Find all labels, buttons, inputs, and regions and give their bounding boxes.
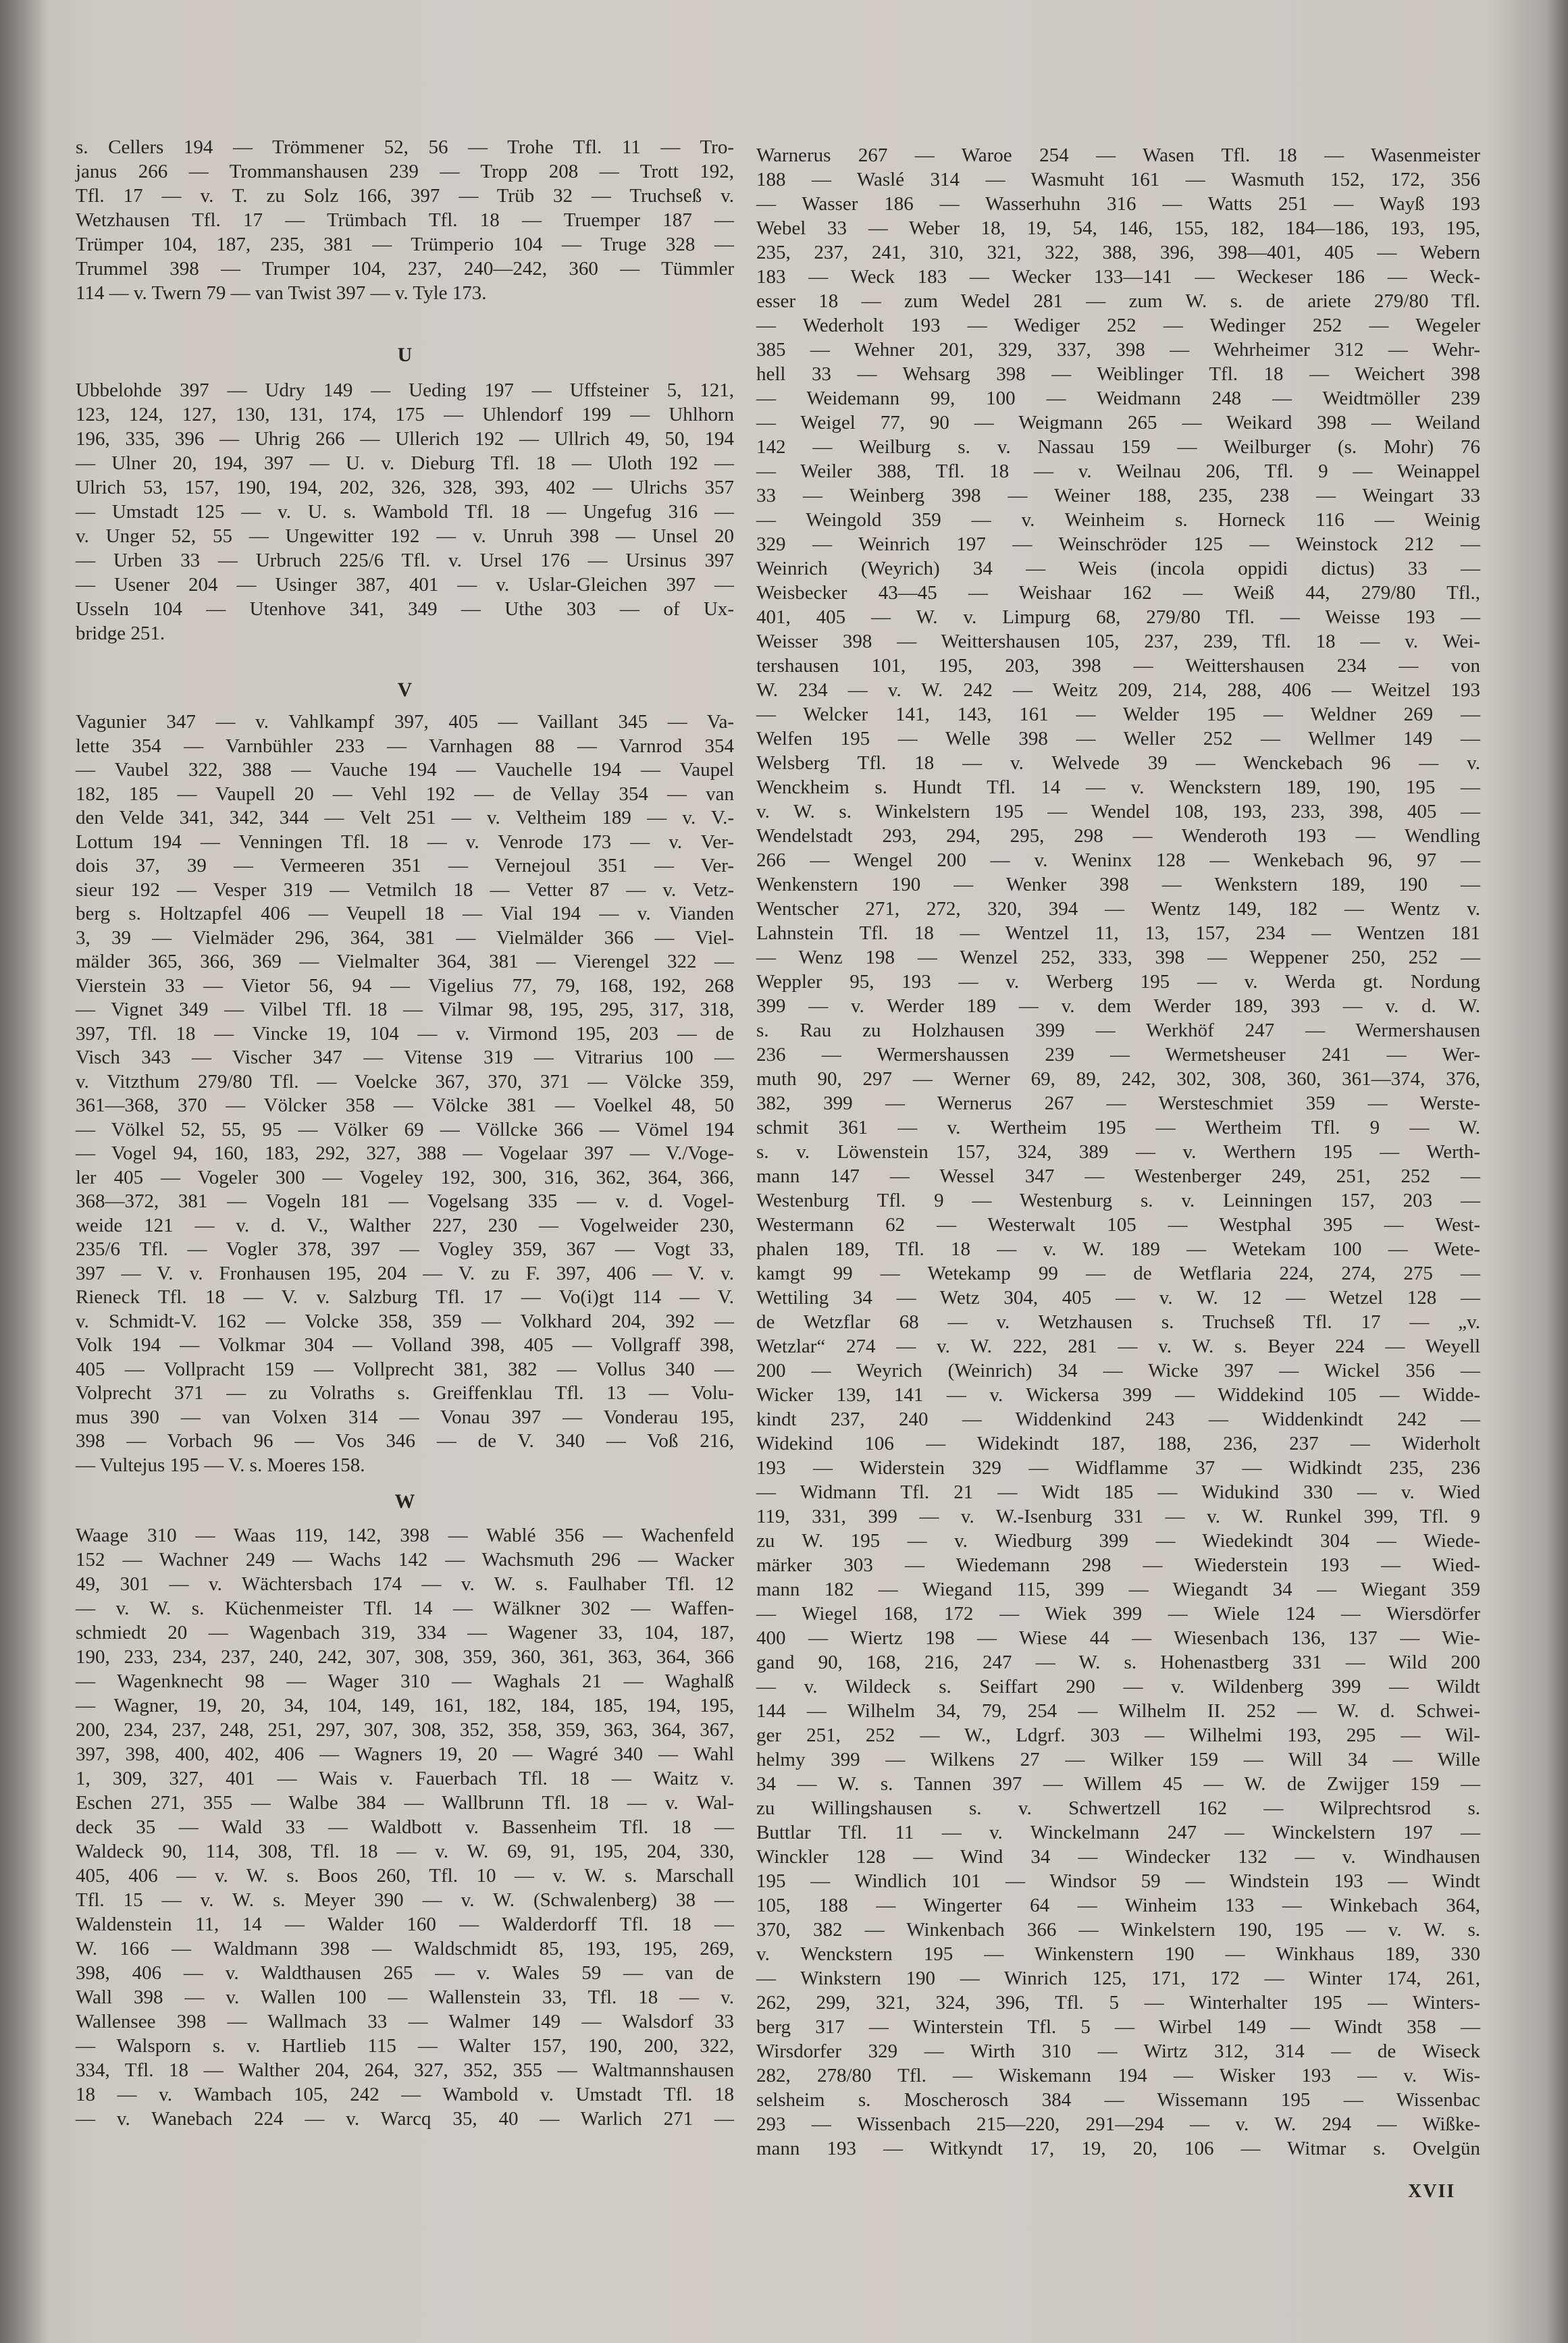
index-line: 182, 185 — Vaupell 20 — Vehl 192 — de Vellay 354 — van (76, 783, 734, 805)
index-line: Buttlar Tfl. 11 — v. Winckelmann 247 — Winckelstern 197 — (756, 1822, 1480, 1843)
index-line: 33 — Weinberg 398 — Weiner 188, 235, 238 — Weingart 33 (756, 485, 1480, 506)
index-line: 152 — Wachner 249 — Wachs 142 — Wachsmuth 296 — Wacker (76, 1549, 734, 1571)
index-line: tershausen 101, 195, 203, 398 — Weittershausen 234 — von (756, 655, 1480, 677)
index-line: 401, 405 — W. v. Limpurg 68, 279/80 Tfl. — Weisse 193 — (756, 606, 1480, 628)
index-line: 123, 124, 127, 130, 131, 174, 175 — Uhlendorf 199 — Uhlhorn (76, 404, 734, 425)
index-line: bridge 251. (76, 623, 165, 644)
index-line: s. v. Löwenstein 157, 324, 389 — v. Werthern 195 — Werth- (756, 1141, 1480, 1163)
index-line: — Urben 33 — Urbruch 225/6 Tfl. v. Ursel 176 — Ursinus 397 (76, 550, 734, 571)
index-line: 193 — Widerstein 329 — Widflamme 37 — Widkindt 235, 236 (756, 1457, 1480, 1479)
index-line: mus 390 — van Volxen 314 — Vonau 397 — Vonderau 195, (76, 1406, 734, 1428)
index-line: — Vultejus 195 — V. s. Moeres 158. (76, 1454, 365, 1476)
index-line: Trummel 398 — Trumper 104, 237, 240—242, 360 — Tümmler (76, 258, 734, 280)
index-line: 18 — v. Wambach 105, 242 — Wambold v. Umstadt Tfl. 18 (76, 2084, 734, 2105)
index-line: 370, 382 — Winkenbach 366 — Winkelstern 190, 195 — v. W. s. (756, 1919, 1480, 1941)
index-line: Weisser 398 — Weittershausen 105, 237, 239, Tfl. 18 — v. Wei- (756, 631, 1480, 652)
index-line: v. W. s. Winkelstern 195 — Wendel 108, 193, 233, 398, 405 — (756, 801, 1480, 822)
index-line: berg 317 — Winterstein Tfl. 5 — Wirbel 149 — Windt 358 — (756, 2016, 1480, 2038)
index-line: Ubbelohde 397 — Udry 149 — Ueding 197 — Uffsteiner 5, 121, (76, 379, 734, 401)
w-entries-block (76, 1523, 734, 2131)
index-line: v. Vitzthum 279/80 Tfl. — Voelcke 367, 370, 371 — Völcke 359, (76, 1070, 734, 1092)
index-line: Volk 194 — Volkmar 304 — Volland 398, 405 — Vollgraff 398, (76, 1334, 734, 1356)
index-line: 368—372, 381 — Vogeln 181 — Vogelsang 335 — v. d. Vogel- (76, 1190, 734, 1212)
index-line: sieur 192 — Vesper 319 — Vetmilch 18 — Vetter 87 — v. Vetz- (76, 878, 734, 901)
index-line: — Weiler 388, Tfl. 18 — v. Weilnau 206, Tfl. 9 — Weinappel (756, 460, 1480, 482)
index-line: 400 — Wiertz 198 — Wiese 44 — Wiesenbach 136, 137 — Wie- (756, 1627, 1480, 1649)
index-line: s. Cellers 194 — Trömmener 52, 56 — Trohe Tfl. 11 — Tro- (76, 136, 734, 158)
index-line: Wettiling 34 — Wetz 304, 405 — v. W. 12 — Wetzel 128 — (756, 1287, 1480, 1309)
index-line: 262, 299, 321, 324, 396, Tfl. 5 — Winterhalter 195 — Winters- (756, 1992, 1480, 2013)
index-line: Weppler 95, 193 — v. Werberg 195 — v. Werda gt. Nordung (756, 971, 1480, 993)
index-line: 398 — Vorbach 96 — Vos 346 — de V. 340 — Voß 216, (76, 1430, 734, 1452)
index-line: Westermann 62 — Westerwalt 105 — Westphal 395 — West- (756, 1214, 1480, 1236)
index-line: — Wenz 198 — Wenzel 252, 333, 398 — Weppener 250, 252 — (756, 947, 1480, 968)
index-line: Lahnstein Tfl. 18 — Wentzel 11, 13, 157, 234 — Wentzen 181 (756, 922, 1480, 944)
index-line: zu W. 195 — v. Wiedburg 399 — Wiedekindt 304 — Wiede- (756, 1530, 1480, 1552)
index-line: — Völkel 52, 55, 95 — Völker 69 — Völlcke 366 — Vömel 194 (76, 1118, 734, 1140)
index-line: 382, 399 — Wernerus 267 — Wersteschmiet 359 — Werste- (756, 1092, 1480, 1114)
index-line: Trümper 104, 187, 235, 381 — Trümperio 104 — Truge 328 — (76, 234, 734, 255)
index-line: 385 — Wehner 201, 329, 337, 398 — Wehrheimer 312 — Wehr- (756, 339, 1480, 361)
index-line: schmit 361 — v. Wertheim 195 — Wertheim Tfl. 9 — W. (756, 1117, 1480, 1138)
index-line: 200 — Weyrich (Weinrich) 34 — Wicke 397 — Wickel 356 — (756, 1360, 1480, 1381)
index-line: hell 33 — Wehsarg 398 — Weiblinger Tfl. 18 — Weichert 398 (756, 363, 1480, 385)
index-line: Usseln 104 — Utenhove 341, 349 — Uthe 303 — of Ux- (76, 598, 734, 620)
index-line: Weisbecker 43—45 — Weishaar 162 — Weiß 44, 279/80 Tfl., (756, 582, 1480, 604)
index-line: 397 — V. v. Fronhausen 195, 204 — V. zu F. 397, 406 — V. v. (76, 1262, 734, 1284)
index-line: — v. Wildeck s. Seiffart 290 — v. Wildenberg 399 — Wildt (756, 1676, 1480, 1697)
index-line: Welfen 195 — Welle 398 — Weller 252 — Wellmer 149 — (756, 728, 1480, 749)
index-line: — Umstadt 125 — v. U. s. Wambold Tfl. 18 — Ungefug 316 — (76, 501, 734, 523)
index-line: 119, 331, 399 — v. W.-Isenburg 331 — v. W. Runkel 399, Tfl. 9 (756, 1506, 1480, 1527)
index-line: — Walsporn s. v. Hartlieb 115 — Walter 157, 190, 200, 322, (76, 2035, 734, 2057)
index-line: 183 — Weck 183 — Wecker 133—141 — Weckeser 186 — Weck- (756, 266, 1480, 288)
index-line: — Welcker 141, 143, 161 — Welder 195 — Weldner 269 — (756, 704, 1480, 725)
index-line: selsheim s. Moscherosch 384 — Wissemann 195 — Wissenbac (756, 2089, 1480, 2111)
index-line: Wetzhausen Tfl. 17 — Trümbach Tfl. 18 — Truemper 187 — (76, 209, 734, 231)
index-line: Wirsdorfer 329 — Wirth 310 — Wirtz 312, 314 — de Wiseck (756, 2041, 1480, 2062)
index-line: Ulrich 53, 157, 190, 194, 202, 326, 328, 393, 402 — Ulrichs 357 (76, 477, 734, 498)
index-line: 405, 406 — v. W. s. Boos 260, Tfl. 10 — v. W. s. Marschall (76, 1865, 734, 1887)
index-line: Warnerus 267 — Waroe 254 — Wasen Tfl. 18 — Wasenmeister (756, 144, 1480, 166)
index-line: mann 182 — Wiegand 115, 399 — Wiegandt 34 — Wiegant 359 (756, 1579, 1480, 1600)
index-line: — Weigel 77, 90 — Weigmann 265 — Weikard 398 — Weiland (756, 412, 1480, 433)
index-line: v. Unger 52, 55 — Ungewitter 192 — v. Unruh 398 — Unsel 20 (76, 525, 734, 547)
v-entries-block (76, 710, 734, 1477)
index-line: Wall 398 — v. Wallen 100 — Wallenstein 33, Tfl. 18 — v. (76, 1986, 734, 2008)
index-line: — Winkstern 190 — Winrich 125, 171, 172 — Winter 174, 261, (756, 1968, 1480, 1989)
index-line: Westenburg Tfl. 9 — Westenburg s. v. Leinningen 157, 203 — (756, 1190, 1480, 1211)
index-line: — Weingold 359 — v. Weinheim s. Horneck 116 — Weinig (756, 509, 1480, 531)
index-line: 3, 39 — Vielmäder 296, 364, 381 — Vielmälder 366 — Viel- (76, 926, 734, 949)
index-line: 334, Tfl. 18 — Walther 204, 264, 327, 352, 355 — Waltmannshausen (76, 2059, 734, 2081)
index-line: Tfl. 15 — v. W. s. Meyer 390 — v. W. (Schwalenberg) 38 — (76, 1889, 734, 1911)
index-line: 34 — W. s. Tannen 397 — Willem 45 — W. de Zwijger 159 — (756, 1773, 1480, 1795)
index-line: deck 35 — Wald 33 — Waldbott v. Bassenheim Tfl. 18 — (76, 1816, 734, 1838)
index-line: 190, 233, 234, 237, 240, 242, 307, 308, 359, 360, 361, 363, 364, 366 (76, 1646, 734, 1668)
index-line: zu Willingshausen s. v. Schwertzell 162 — Wilprechtsrod s. (756, 1797, 1480, 1819)
index-line: 329 — Weinrich 197 — Weinschröder 125 — Weinstock 212 — (756, 533, 1480, 555)
section-heading-v: V (397, 679, 413, 701)
index-line: W. 234 — v. W. 242 — Weitz 209, 214, 288, 406 — Weitzel 193 (756, 679, 1480, 701)
index-line: kamgt 99 — Wetekamp 99 — de Wetflaria 224, 274, 275 — (756, 1263, 1480, 1284)
index-line: kindt 237, 240 — Widdenkind 243 — Widdenkindt 242 — (756, 1409, 1480, 1430)
index-line: s. Rau zu Holzhausen 399 — Werkhöf 247 — Wermershausen (756, 1020, 1480, 1041)
index-line: — Vaubel 322, 388 — Vauche 194 — Vauchelle 194 — Vaupel (76, 759, 734, 781)
index-line: Wenckheim s. Hundt Tfl. 14 — v. Wenckstern 189, 190, 195 — (756, 776, 1480, 798)
index-line: Waldenstein 11, 14 — Walder 160 — Walderdorff Tfl. 18 — (76, 1914, 734, 1935)
index-line: — Wederholt 193 — Wediger 252 — Wedinger 252 — Wegeler (756, 315, 1480, 336)
index-line: 142 — Weilburg s. v. Nassau 159 — Weilburger (s. Mohr) 76 (756, 436, 1480, 458)
index-line: de Wetzflar 68 — v. Wetzhausen s. Truchseß Tfl. 17 — „v. (756, 1311, 1480, 1333)
index-line: 282, 278/80 Tfl. — Wiskemann 194 — Wisker 193 — v. Wis- (756, 2065, 1480, 2086)
index-line: Rieneck Tfl. 18 — V. v. Salzburg Tfl. 17 — Vo(i)gt 114 — V. (76, 1286, 734, 1308)
index-line: 397, 398, 400, 402, 406 — Wagners 19, 20 — Wagré 340 — Wahl (76, 1743, 734, 1765)
index-line: 196, 335, 396 — Uhrig 266 — Ullerich 192 — Ullrich 49, 50, 194 (76, 428, 734, 450)
index-line: märker 303 — Wiedemann 298 — Wiederstein 193 — Wied- (756, 1554, 1480, 1576)
index-line: Vagunier 347 — v. Vahlkampf 397, 405 — Vaillant 345 — Va- (76, 711, 734, 733)
index-line: berg s. Holtzapfel 406 — Veupell 18 — Vial 194 — v. Vianden (76, 903, 734, 924)
index-line: 236 — Wermershaussen 239 — Wermetsheuser 241 — Wer- (756, 1044, 1480, 1065)
index-line: — Usener 204 — Usinger 387, 401 — v. Uslar-Gleichen 397 — (76, 574, 734, 596)
index-line: mann 147 — Wessel 347 — Westenberger 249, 251, 252 — (756, 1165, 1480, 1187)
index-line: — Wiegel 168, 172 — Wiek 399 — Wiele 124 — Wiersdörfer (756, 1603, 1480, 1625)
index-line: 398, 406 — v. Waldthausen 265 — v. Wales 59 — van de (76, 1962, 734, 1984)
index-line: Wetzlar“ 274 — v. W. 222, 281 — v. W. s. Beyer 224 — Weyell (756, 1336, 1480, 1357)
index-line: 405 — Vollpracht 159 — Vollprecht 381, 382 — Vollus 340 — (76, 1358, 734, 1380)
index-line: Wentscher 271, 272, 320, 394 — Wentz 149, 182 — Wentz v. (756, 898, 1480, 920)
index-line: — v. W. s. Küchenmeister Tfl. 14 — Wälkner 302 — Waffen- (76, 1598, 734, 1619)
index-line: Weinrich (Weyrich) 34 — Weis (incola oppidi dictus) 33 — (756, 558, 1480, 579)
index-line: Widekind 106 — Widekindt 187, 188, 236, 237 — Widerholt (756, 1433, 1480, 1454)
t-continuation-block (76, 135, 734, 305)
index-line: ger 251, 252 — W., Ldgrf. 303 — Wilhelmi 193, 295 — Wil- (756, 1725, 1480, 1746)
right-column-entries (756, 143, 1480, 2161)
index-line: Wenkenstern 190 — Wenker 398 — Wenkstern 189, 190 — (756, 874, 1480, 895)
index-line: muth 90, 297 — Werner 69, 89, 242, 302, 308, 360, 361—374, 376, (756, 1068, 1480, 1090)
index-line: — Vignet 349 — Vilbel Tfl. 18 — Vilmar 98, 195, 295, 317, 318, (76, 999, 734, 1020)
index-line: lette 354 — Varnbühler 233 — Varnhagen 88 — Varnrod 354 (76, 735, 734, 757)
index-line: Eschen 271, 355 — Walbe 384 — Wallbrunn Tfl. 18 — v. Wal- (76, 1792, 734, 1814)
index-line: 235/6 Tfl. — Vogler 378, 397 — Vogley 359, 367 — Vogt 33, (76, 1238, 734, 1260)
index-line: schmiedt 20 — Wagenbach 319, 334 — Wagener 33, 104, 187, (76, 1622, 734, 1643)
index-line: 144 — Wilhelm 34, 79, 254 — Wilhelm II. 252 — W. d. Schwei- (756, 1700, 1480, 1722)
index-line: 235, 237, 241, 310, 321, 322, 388, 396, 398—401, 405 — Webern (756, 242, 1480, 263)
index-line: Vierstein 33 — Vietor 56, 94 — Vigelius 77, 79, 168, 192, 268 (76, 974, 734, 997)
index-line: weide 121 — v. d. V., Walther 227, 230 — Vogelweider 230, (76, 1214, 734, 1236)
index-line: 361—368, 370 — Völcker 358 — Völcke 381 — Voelkel 48, 50 (76, 1095, 734, 1116)
index-line: mann 193 — Witkyndt 17, 19, 20, 106 — Witmar s. Ovelgün (756, 2138, 1480, 2159)
index-line: dois 37, 39 — Vermeeren 351 — Vernejoul 351 — Ver- (76, 855, 734, 876)
index-line: Waldeck 90, 114, 308, Tfl. 18 — v. W. 69, 91, 195, 204, 330, (76, 1841, 734, 1862)
index-line: 195 — Windlich 101 — Windsor 59 — Windstein 193 — Windt (756, 1870, 1480, 1892)
index-line: — Wagenknecht 98 — Wager 310 — Waghals 21 — Waghalß (76, 1670, 734, 1692)
index-line: Volprecht 371 — zu Volraths s. Greiffenklau Tfl. 13 — Volu- (76, 1382, 734, 1404)
index-line: ler 405 — Vogeler 300 — Vogeley 192, 300, 316, 362, 364, 366, (76, 1166, 734, 1188)
index-line: 1, 309, 327, 401 — Wais v. Fauerbach Tfl. 18 — Waitz v. (76, 1768, 734, 1789)
index-line: 188 — Waslé 314 — Wasmuht 161 — Wasmuth 152, 172, 356 (756, 169, 1480, 190)
index-line: Wicker 139, 141 — v. Wickersa 399 — Widdekind 105 — Widde- (756, 1384, 1480, 1406)
index-line: 200, 234, 237, 248, 251, 297, 307, 308, 352, 358, 359, 363, 364, 367, (76, 1719, 734, 1741)
index-line: den Velde 341, 342, 344 — Velt 251 — v. Veltheim 189 — v. V.- (76, 807, 734, 828)
index-line: phalen 189, Tfl. 18 — v. W. 189 — Wetekam 100 — Wete- (756, 1238, 1480, 1260)
index-line: — Wasser 186 — Wasserhuhn 316 — Watts 251 — Wayß 193 (756, 193, 1480, 215)
index-line: 397, Tfl. 18 — Vincke 19, 104 — v. Virmond 195, 203 — de (76, 1022, 734, 1045)
index-line: 399 — v. Werder 189 — v. dem Werder 189, 393 — v. d. W. (756, 995, 1480, 1017)
index-line: Waage 310 — Waas 119, 142, 398 — Wablé 356 — Wachenfeld (76, 1525, 734, 1546)
index-line: Webel 33 — Weber 18, 19, 54, 146, 155, 182, 184—186, 193, 195, (756, 217, 1480, 239)
index-line: Wendelstadt 293, 294, 295, 298 — Wenderoth 193 — Wendling (756, 825, 1480, 847)
section-heading-u: U (397, 344, 413, 366)
index-line: helmy 399 — Wilkens 27 — Wilker 159 — Will 34 — Wille (756, 1749, 1480, 1770)
index-line: W. 166 — Waldmann 398 — Waldschmidt 85, 193, 195, 269, (76, 1938, 734, 1959)
index-line: Wallensee 398 — Wallmach 33 — Walmer 149 — Walsdorf 33 (76, 2011, 734, 2032)
index-line: — Wagner, 19, 20, 34, 104, 149, 161, 182, 184, 185, 194, 195, (76, 1695, 734, 1716)
u-entries-block (76, 378, 734, 646)
index-line: 266 — Wengel 200 — v. Weninx 128 — Wenkebach 96, 97 — (756, 849, 1480, 871)
index-line: — Widmann Tfl. 21 — Widt 185 — Widukind 330 — v. Wied (756, 1481, 1480, 1503)
index-line: gand 90, 168, 216, 247 — W. s. Hohenastberg 331 — Wild 200 (756, 1652, 1480, 1673)
index-line: mälder 365, 366, 369 — Vielmalter 364, 381 — Vierengel 322 — (76, 951, 734, 972)
index-line: — Vogel 94, 160, 183, 292, 327, 388 — Vogelaar 397 — V./Voge- (76, 1142, 734, 1164)
index-line: Visch 343 — Vischer 347 — Vitense 319 — Vitrarius 100 — (76, 1047, 734, 1068)
index-line: — Ulner 20, 194, 397 — U. v. Dieburg Tfl. 18 — Uloth 192 — (76, 452, 734, 474)
index-line: 293 — Wissenbach 215—220, 291—294 — v. W. 294 — Wißke- (756, 2113, 1480, 2135)
section-heading-w: W (394, 1490, 415, 1512)
index-line: — Weidemann 99, 100 — Weidmann 248 — Weidtmöller 239 (756, 388, 1480, 409)
index-line: — v. Wanebach 224 — v. Warcq 35, 40 — Warlich 271 — (76, 2108, 734, 2130)
index-line: 114 — v. Twern 79 — van Twist 397 — v. Tyle 173. (76, 282, 487, 304)
index-line: 105, 188 — Wingerter 64 — Winheim 133 — Winkebach 364, (756, 1895, 1480, 1916)
index-line: esser 18 — zum Wedel 281 — zum W. s. de ariete 279/80 Tfl. (756, 290, 1480, 312)
index-line: Tfl. 17 — v. T. zu Solz 166, 397 — Trüb 32 — Truchseß v. (76, 185, 734, 207)
page-number: XVII (1408, 2181, 1456, 2202)
index-line: Lottum 194 — Venningen Tfl. 18 — v. Venrode 173 — v. Ver- (76, 831, 734, 853)
index-line: Winckler 128 — Wind 34 — Windecker 132 — v. Windhausen (756, 1846, 1480, 1868)
index-line: janus 266 — Trommanshausen 239 — Tropp 208 — Trott 192, (76, 161, 734, 182)
index-line: v. Wenckstern 195 — Winkenstern 190 — Winkhaus 189, 330 (756, 1943, 1480, 1965)
index-line: 49, 301 — v. Wächtersbach 174 — v. W. s. Faulhaber Tfl. 12 (76, 1573, 734, 1595)
index-line: Welsberg Tfl. 18 — v. Welvede 39 — Wenckebach 96 — v. (756, 752, 1480, 774)
index-line: v. Schmidt-V. 162 — Volcke 358, 359 — Volkhard 204, 392 — (76, 1310, 734, 1332)
